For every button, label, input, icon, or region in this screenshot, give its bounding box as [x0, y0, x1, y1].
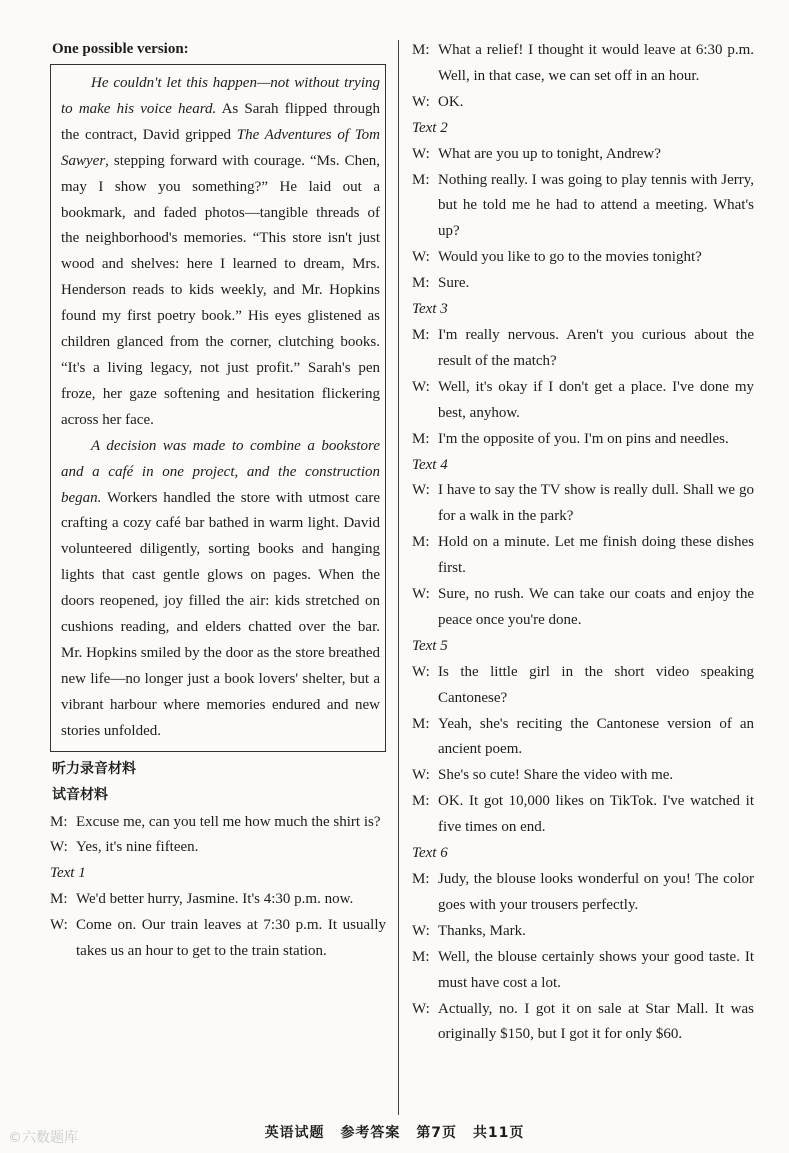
speaker-label: W:: [412, 663, 430, 680]
footer-subject: 英语试题: [264, 1125, 325, 1141]
essay-paragraph: [61, 434, 380, 745]
dialogue-line: [412, 763, 754, 789]
dialogue-line: [50, 810, 386, 836]
speaker-label: M:: [412, 326, 430, 343]
essay-italic-text: He couldn't let this happen—not without trying to make his voice heard.: [61, 75, 380, 117]
dialogue-text: Actually, no. I got it on sale at Star Mall. It was originally $150, but I got it for only $60.: [438, 1000, 754, 1043]
dialogue-text: Well, it's okay if I don't get a place. I've done my best, anyhow.: [438, 378, 754, 421]
sample-version-heading: One possible version:: [52, 41, 189, 57]
speaker-label: M:: [412, 171, 430, 188]
dialogue-text: Excuse me, can you tell me how much the shirt is?: [76, 813, 381, 830]
page-footer: [0, 1122, 789, 1142]
dialogue-text: Yeah, she's reciting the Cantonese version of an ancient poem.: [438, 715, 754, 758]
watermark-logo: ©六数题库: [8, 1130, 78, 1146]
speaker-label: M:: [50, 891, 68, 908]
dialogue-line: [412, 660, 754, 712]
speaker-label: M:: [412, 793, 430, 810]
dialogue-line: [412, 945, 754, 997]
dialogue-line: [412, 323, 754, 375]
dialogue-line: [412, 867, 754, 919]
text-label: Text 5: [412, 637, 448, 654]
speaker-label: W:: [412, 93, 430, 110]
dialogue-text: Sure, no rush. We can take our coats and enjoy the peace once you're done.: [438, 586, 754, 628]
dialogue-text: Nothing really. I was going to play tennis with Jerry, but he told me he had to attend a meeting. What's up?: [438, 171, 754, 240]
left-column: [50, 38, 386, 965]
speaker-label: M:: [412, 534, 430, 551]
dialogue-line: [412, 478, 754, 530]
dialogue-text: Hold on a minute. Let me finish doing these dishes first.: [438, 534, 754, 577]
speaker-label: W:: [50, 917, 68, 934]
footer-answer: 参考答案: [340, 1125, 401, 1141]
text-dialogue: [412, 142, 754, 297]
speaker-label: M:: [412, 715, 430, 732]
text-dialogue: [412, 867, 754, 1048]
text-label: Text 6: [412, 845, 448, 862]
dialogue-line: [50, 913, 386, 965]
dialogue-line: [412, 90, 754, 116]
trial-dialogue: [50, 810, 386, 862]
speaker-label: M:: [412, 871, 430, 887]
dialogue-line: [412, 789, 754, 841]
essay-italic-text: A decision was made to combine a bookstore and a café in one project, and the construction began.: [61, 437, 380, 506]
dialogue-text: We'd better hurry, Jasmine. It's 4:30 p.m. now.: [76, 891, 354, 908]
dialogue-line: [412, 142, 754, 168]
listening-section-title: 听力录音材料: [52, 760, 136, 777]
dialogue-text: What a relief! I thought it would leave at 6:30 p.m. Well, in that case, we can set off in an hour.: [438, 42, 754, 84]
right-column: [412, 38, 754, 1048]
speaker-label: W:: [412, 1000, 430, 1017]
speaker-label: W:: [412, 922, 430, 939]
essay-text: As Sarah flipped through the contract, David gripped: [61, 100, 380, 143]
essay-text: Workers handled the store with utmost care crafting a cozy café bar bathed in warm light. David volunteered diligently, sorting books and hanging lights that cast gentle glows on pages. When the doors reopened, joy filled the air: kids stretched on cushions reading, and elders chatted over the bar. Mr. Hopkins smiled by the door as the store breathed new life—no longer just a book lovers' shelter, but a vibrant harbour where memories endured and new stories unfolded.: [61, 489, 380, 739]
dialogue-line: [412, 168, 754, 246]
text-label: Text 4: [412, 456, 448, 473]
dialogue-text: Would you like to go to the movies tonight?: [438, 249, 702, 266]
dialogue-line: [412, 271, 754, 297]
speaker-label: W:: [412, 145, 430, 162]
essay-text: , stepping forward with courage. “Ms. Chen, may I show you something?” He laid out a bookmark, and faded photos—tangible threads of the neighborhood's memories. “This store isn't just wood and shelves: here I learned to dream, Mrs. Henderson reads to kids weekly, and Mr. Hopkins found my first poetry book.” His eyes glistened as children glanced from the corner, clutching books. “It's a living legacy, not just profit.” Sarah's pen froze, her gaze softening and hesitation flickering across her face.: [61, 152, 380, 428]
speaker-label: W:: [412, 586, 430, 603]
dialogue-text: Is the little girl in the short video speaking Cantonese?: [438, 663, 754, 706]
speaker-label: M:: [412, 430, 430, 447]
dialogue-text: Well, the blouse certainly shows your good taste. It must have cost a lot.: [438, 948, 754, 991]
dialogue-text: OK.: [438, 93, 464, 110]
dialogue-line: [412, 712, 754, 764]
dialogue-line: [412, 375, 754, 427]
text1-continued-dialogue: [412, 38, 754, 116]
dialogue-text: Come on. Our train leaves at 7:30 p.m. It usually takes us an hour to get to the train station.: [76, 917, 386, 960]
essay-italic-text: The Adventures of Tom Sawyer: [61, 126, 380, 169]
text-label: Text 1: [50, 865, 86, 882]
dialogue-text: I have to say the TV show is really dull. Shall we go for a walk in the park?: [438, 482, 754, 525]
essay-paragraph: [61, 71, 380, 434]
dialogue-line: [50, 835, 386, 861]
text-dialogue: [412, 660, 754, 841]
speaker-label: W:: [412, 378, 430, 395]
speaker-label: W:: [412, 482, 430, 499]
dialogue-text: OK. It got 10,000 likes on TikTok. I've watched it five times on end.: [438, 793, 754, 836]
trial-title: 试音材料: [52, 786, 108, 803]
speaker-label: W:: [50, 839, 68, 856]
speaker-label: M:: [50, 813, 68, 830]
speaker-label: M:: [412, 42, 430, 58]
dialogue-text: Judy, the blouse looks wonderful on you! The color goes with your trousers perfectly.: [438, 871, 754, 913]
text1-dialogue: [50, 887, 386, 965]
dialogue-text: Yes, it's nine fifteen.: [76, 839, 199, 856]
text-label: Text 2: [412, 119, 448, 136]
dialogue-line: [50, 887, 386, 913]
dialogue-text: She's so cute! Share the video with me.: [438, 767, 674, 784]
dialogue-text: Thanks, Mark.: [438, 922, 526, 939]
listening-texts: [412, 116, 754, 1049]
dialogue-line: [412, 245, 754, 271]
text-label: Text 3: [412, 301, 448, 318]
dialogue-line: [412, 919, 754, 945]
footer-total: 共11页: [472, 1125, 525, 1141]
dialogue-text: I'm the opposite of you. I'm on pins and needles.: [438, 430, 729, 447]
dialogue-line: [412, 427, 754, 453]
footer-page: 第7页: [416, 1125, 458, 1141]
sample-essay-box: [50, 64, 386, 752]
speaker-label: M:: [412, 948, 430, 965]
dialogue-text: Sure.: [438, 275, 470, 292]
dialogue-text: What are you up to tonight, Andrew?: [438, 145, 661, 162]
text-dialogue: [412, 323, 754, 453]
dialogue-line: [412, 997, 754, 1049]
speaker-label: W:: [412, 249, 430, 266]
dialogue-text: I'm really nervous. Aren't you curious about the result of the match?: [438, 326, 754, 369]
text-dialogue: [412, 478, 754, 633]
speaker-label: M:: [412, 275, 430, 292]
dialogue-line: [412, 38, 754, 90]
dialogue-line: [412, 582, 754, 634]
column-divider: [398, 40, 399, 1115]
dialogue-line: [412, 530, 754, 582]
speaker-label: W:: [412, 767, 430, 784]
